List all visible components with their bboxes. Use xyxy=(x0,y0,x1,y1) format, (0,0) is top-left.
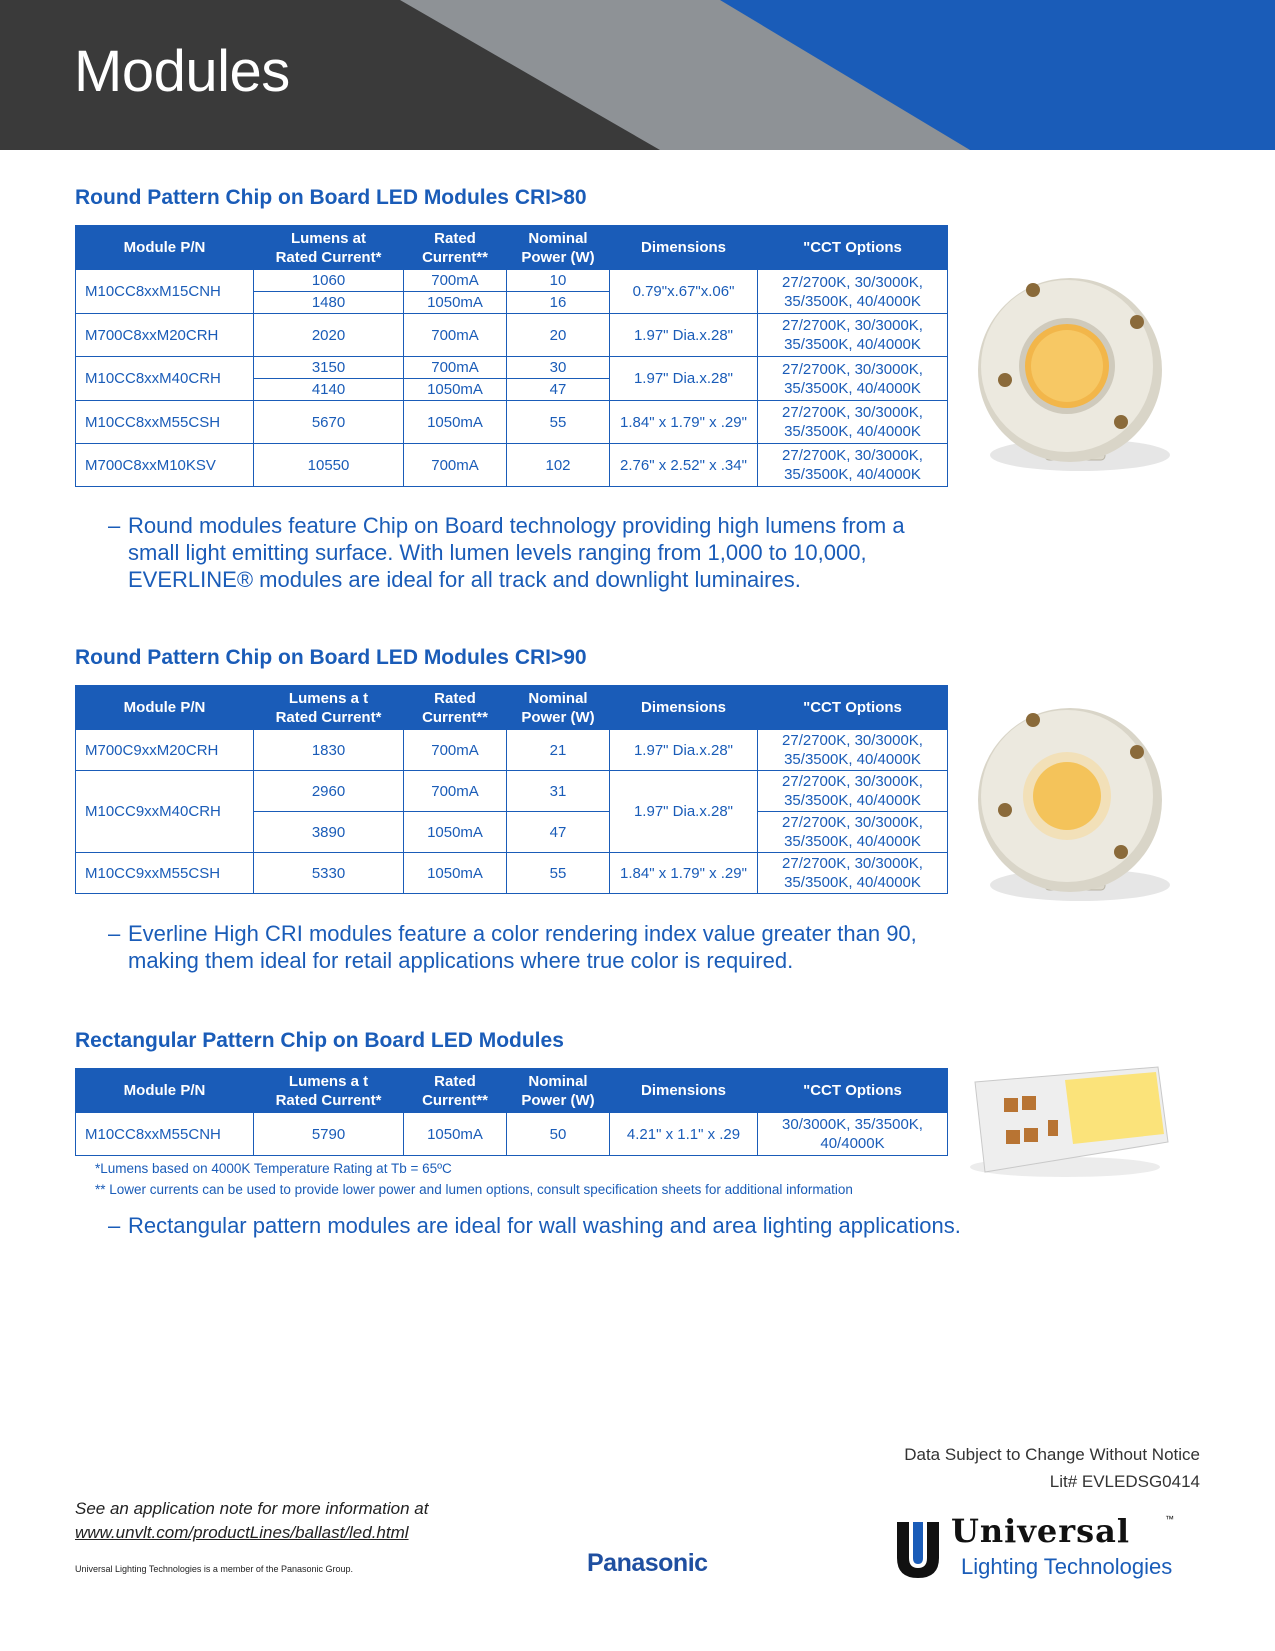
table-row xyxy=(76,401,948,444)
cell-pn: M700C8xxM20CRH xyxy=(76,314,254,357)
logo-universal: Universal xyxy=(951,1512,1131,1550)
cell-current: 1050mA xyxy=(404,292,507,314)
cell-current: 1050mA xyxy=(404,853,507,894)
cell-dim: 4.21" x 1.1" x .29 xyxy=(610,1113,758,1156)
footnote-lumens: *Lumens based on 4000K Temperature Rating at Tb = 65ºC xyxy=(95,1161,452,1176)
cell-pn: M10CC9xxM55CSH xyxy=(76,853,254,894)
note-line: – Round modules feature Chip on Board technology providing high lumens from a xyxy=(108,513,905,538)
cell-power: 55 xyxy=(507,401,610,444)
col-header xyxy=(507,226,610,270)
hdr-line: Current** xyxy=(422,1091,488,1109)
cell-lumens: 2960 xyxy=(254,771,404,812)
cell-lumens: 5670 xyxy=(254,401,404,444)
cell-lumens: 10550 xyxy=(254,444,404,487)
col-header: Dimensions xyxy=(610,1069,758,1113)
cell-current: 1050mA xyxy=(404,1113,507,1156)
cell-lumens: 5790 xyxy=(254,1113,404,1156)
table-row xyxy=(76,853,948,894)
col-header xyxy=(404,686,507,730)
appnote-link[interactable]: www.unvlt.com/productLines/ballast/led.html xyxy=(75,1523,409,1542)
table-cri80 xyxy=(75,225,948,487)
cell-power: 16 xyxy=(507,292,610,314)
cct-line: 40/4000K xyxy=(820,1135,885,1152)
col-header xyxy=(254,1069,404,1113)
disclaimer: Data Subject to Change Without Notice xyxy=(904,1445,1200,1464)
hdr-line: Power (W) xyxy=(521,1091,595,1109)
cell-cct: 27/2700K, 30/3000K, 35/3500K, 40/4000K xyxy=(758,444,948,487)
rect-module-image xyxy=(970,1062,1180,1182)
cell-pn: M10CC8xxM55CNH xyxy=(76,1113,254,1156)
hdr-line: Lumens at xyxy=(290,229,366,247)
col-header: Dimensions xyxy=(610,686,758,730)
hdr-line: Rated xyxy=(434,1072,476,1090)
cell-dim: 2.76" x 2.52" x .34" xyxy=(610,444,758,487)
hdr-line: Power (W) xyxy=(521,708,595,726)
col-header xyxy=(254,226,404,270)
col-header xyxy=(404,1069,507,1113)
note-line: EVERLINE® modules are ideal for all track and downlight luminaires. xyxy=(128,567,801,592)
hdr-line: Rated Current* xyxy=(275,248,382,266)
section-title-cri90: Round Pattern Chip on Board LED Modules CRI>90 xyxy=(75,646,587,669)
table-row xyxy=(76,771,948,812)
cell-current: 700mA xyxy=(404,270,507,292)
cell-cct: 27/2700K, 30/3000K, 35/3500K, 40/4000K xyxy=(758,401,948,444)
cell-lumens: 3150 xyxy=(254,357,404,379)
table-row xyxy=(76,314,948,357)
header-banner xyxy=(0,0,1275,150)
cell-lumens: 4140 xyxy=(254,379,404,401)
cell-cct: 27/2700K, 30/3000K, 35/3500K, 40/4000K xyxy=(758,270,948,314)
cell-lumens: 5330 xyxy=(254,853,404,894)
note-line: making them ideal for retail applications where true color is required. xyxy=(128,948,794,973)
cell-lumens: 1060 xyxy=(254,270,404,292)
note-line: – Rectangular pattern modules are ideal for wall washing and area lighting applications. xyxy=(108,1213,961,1238)
cell-power: 31 xyxy=(507,771,610,812)
cell-cct: 27/2700K, 30/3000K, 35/3500K, 40/4000K xyxy=(758,853,948,894)
hdr-line: Lumens a t xyxy=(288,689,369,707)
note-line: small light emitting surface. With lumen levels ranging from 1,000 to 10,000, xyxy=(128,540,867,565)
table-row xyxy=(76,1113,948,1156)
table-row xyxy=(76,270,948,292)
cell-cct: 27/2700K, 30/3000K, 35/3500K, 40/4000K xyxy=(758,812,948,853)
cell-dim: 1.84" x 1.79" x .29" xyxy=(610,853,758,894)
page-title: Modules xyxy=(74,39,290,104)
cell-power: 20 xyxy=(507,314,610,357)
cell-pn: M10CC8xxM15CNH xyxy=(76,270,254,314)
hdr-line: Current** xyxy=(422,708,488,726)
table-cri90 xyxy=(75,685,948,894)
table-row xyxy=(76,357,948,379)
cell-power: 47 xyxy=(507,812,610,853)
hdr-line: Current** xyxy=(422,248,488,266)
table-rect xyxy=(75,1068,948,1156)
logo-lighting: Lighting Technologies xyxy=(961,1554,1173,1579)
note-cri80 xyxy=(108,512,905,593)
cell-power: 55 xyxy=(507,853,610,894)
logo-trademark: ™ xyxy=(1165,1514,1174,1524)
cct-line: 30/3000K, 35/3500K, xyxy=(782,1116,923,1133)
cell-cct: 27/2700K, 30/3000K, 35/3500K, 40/4000K xyxy=(758,357,948,401)
hdr-line: Rated xyxy=(434,229,476,247)
cell-current: 700mA xyxy=(404,771,507,812)
universal-u-icon xyxy=(893,1518,943,1582)
note-line: – Everline High CRI modules feature a color rendering index value greater than 90, xyxy=(108,921,917,946)
hdr-line: Nominal xyxy=(528,1072,588,1090)
cell-dim: 1.97" Dia.x.28" xyxy=(610,314,758,357)
cell-cct: 27/2700K, 30/3000K, 35/3500K, 40/4000K xyxy=(758,771,948,812)
cell-power: 10 xyxy=(507,270,610,292)
round-module-image-2 xyxy=(965,700,1175,910)
panasonic-logo: Panasonic xyxy=(587,1549,708,1577)
cell-power: 50 xyxy=(507,1113,610,1156)
hdr-line: Power (W) xyxy=(521,248,595,266)
col-header xyxy=(507,1069,610,1113)
round-module-image-1 xyxy=(965,270,1175,480)
cell-current: 700mA xyxy=(404,444,507,487)
note-cri90 xyxy=(108,920,917,974)
col-header xyxy=(404,226,507,270)
cell-dim: 0.79"x.67"x.06" xyxy=(610,270,758,314)
cell-dim: 1.97" Dia.x.28" xyxy=(610,357,758,401)
col-header: "CCT Options xyxy=(758,686,948,730)
hdr-line: Lumens a t xyxy=(288,1072,369,1090)
hdr-line: Nominal xyxy=(528,229,588,247)
col-header: Module P/N xyxy=(76,686,254,730)
note-text: Rectangular pattern modules are ideal for wall washing and area lighting applications. xyxy=(128,1213,961,1238)
table-row xyxy=(76,730,948,771)
col-header: "CCT Options xyxy=(758,226,948,270)
lit-number: Lit# EVLEDSG0414 xyxy=(1049,1472,1200,1491)
cell-cct: 27/2700K, 30/3000K, 35/3500K, 40/4000K xyxy=(758,730,948,771)
universal-logo xyxy=(893,1510,1203,1590)
cell-current: 700mA xyxy=(404,730,507,771)
cell-current: 1050mA xyxy=(404,812,507,853)
footnote-currents: ** Lower currents can be used to provide lower power and lumen options, consult specification sheets for additional information xyxy=(95,1182,853,1197)
col-header: Module P/N xyxy=(76,226,254,270)
col-header xyxy=(254,686,404,730)
cell-current: 700mA xyxy=(404,314,507,357)
cell-lumens: 1480 xyxy=(254,292,404,314)
cell-lumens: 3890 xyxy=(254,812,404,853)
cell-pn: M10CC9xxM40CRH xyxy=(76,771,254,853)
col-header: Dimensions xyxy=(610,226,758,270)
cell-power: 21 xyxy=(507,730,610,771)
cell-cct: 27/2700K, 30/3000K, 35/3500K, 40/4000K xyxy=(758,314,948,357)
cell-lumens: 1830 xyxy=(254,730,404,771)
member-note: Universal Lighting Technologies is a member of the Panasonic Group. xyxy=(75,1564,353,1574)
note-rect xyxy=(108,1212,961,1239)
cell-current: 1050mA xyxy=(404,401,507,444)
hdr-line: Nominal xyxy=(528,689,588,707)
note-text: Everline High CRI modules feature a color rendering index value greater than 90, xyxy=(128,921,917,946)
cell-pn: M10CC8xxM55CSH xyxy=(76,401,254,444)
section-title-cri80: Round Pattern Chip on Board LED Modules CRI>80 xyxy=(75,186,587,209)
col-header xyxy=(507,686,610,730)
table-row xyxy=(76,444,948,487)
col-header: Module P/N xyxy=(76,1069,254,1113)
hdr-line: Rated Current* xyxy=(275,708,382,726)
cell-dim: 1.97" Dia.x.28" xyxy=(610,771,758,853)
cell-power: 47 xyxy=(507,379,610,401)
cell-pn: M700C8xxM10KSV xyxy=(76,444,254,487)
cell-current: 1050mA xyxy=(404,379,507,401)
note-text: Round modules feature Chip on Board technology providing high lumens from a xyxy=(128,513,905,538)
cell-dim: 1.97" Dia.x.28" xyxy=(610,730,758,771)
col-header: "CCT Options xyxy=(758,1069,948,1113)
hdr-line: Rated xyxy=(434,689,476,707)
cell-lumens: 2020 xyxy=(254,314,404,357)
cell-current: 700mA xyxy=(404,357,507,379)
appnote xyxy=(75,1497,428,1545)
cell-dim: 1.84" x 1.79" x .29" xyxy=(610,401,758,444)
cell-pn: M10CC8xxM40CRH xyxy=(76,357,254,401)
appnote-text: See an application note for more information at xyxy=(75,1499,429,1518)
section-title-rect: Rectangular Pattern Chip on Board LED Modules xyxy=(75,1029,564,1052)
cell-power: 30 xyxy=(507,357,610,379)
cell-cct xyxy=(758,1113,948,1156)
cell-pn: M700C9xxM20CRH xyxy=(76,730,254,771)
hdr-line: Rated Current* xyxy=(275,1091,382,1109)
cell-power: 102 xyxy=(507,444,610,487)
